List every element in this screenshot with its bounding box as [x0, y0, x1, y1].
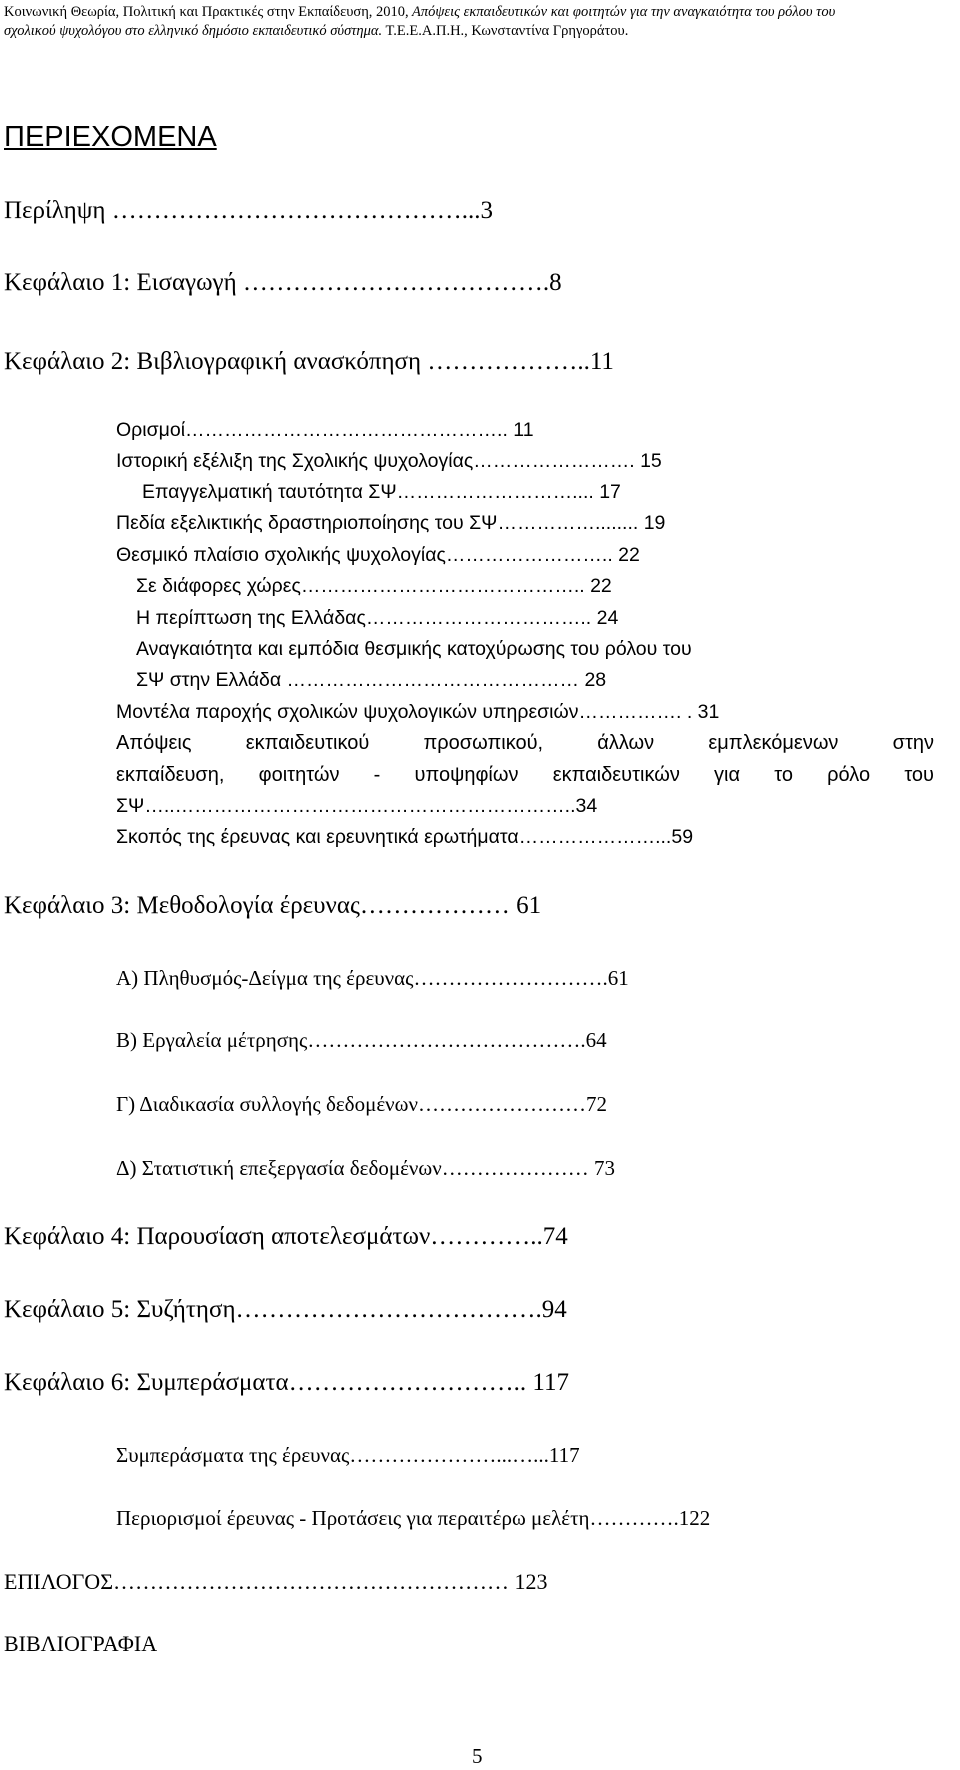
toc-entry-aim: Σκοπός της έρευνας και ερευνητικά ερωτήματα…………………...59	[116, 826, 694, 848]
toc-entry-models: Μοντέλα παροχής σχολικών ψυχολογικών υπηρεσιών……………. . 31	[116, 701, 720, 723]
page-number: 5	[472, 1744, 483, 1768]
running-header	[4, 3, 956, 41]
toc-entry-necessity-line-1: Αναγκαιότητα και εμπόδια θεσμικής κατοχύρωσης του ρόλου του	[136, 638, 692, 660]
toc-title: ΠΕΡΙΕΧΟΜΕΝΑ	[4, 121, 217, 153]
header-journal: Κοινωνική Θεωρία, Πολιτική και Πρακτικές στην Εκπαίδευση, 2010,	[4, 4, 409, 20]
toc-entry-identity: Επαγγελματική ταυτότητα ΣΨ……………………….... 17	[142, 481, 621, 503]
toc-entry-limitations: Περιορισμοί έρευνας - Προτάσεις για περαιτέρω μελέτη………….122	[116, 1506, 711, 1530]
header-line-2	[4, 22, 956, 41]
toc-entry-epilogue: ΕΠΙΛΟΓΟΣ……………………………………………… 123	[4, 1569, 548, 1594]
toc-entry-views-line-1: Απόψεις εκπαιδευτικού προσωπικού, άλλων εμπλεκόμενων στην	[116, 732, 934, 754]
toc-entry-views-line-2: εκπαίδευση, φοιτητών - υποψηφίων εκπαιδευτικών για το ρόλο του	[116, 764, 934, 786]
toc-entry-conclusions: Συμπεράσματα της έρευνας…………………...…...117	[116, 1443, 580, 1467]
toc-entry-chapter-2: Κεφάλαιο 2: Βιβλιογραφική ανασκόπηση ………………..11	[4, 348, 614, 375]
toc-entry-necessity-line-2: ΣΨ στην Ελλάδα ……………………………………… 28	[136, 669, 607, 691]
toc-entry-population: Α) Πληθυσμός-Δείγμα της έρευνας……………………….61	[116, 966, 629, 990]
header-title-part-1: Απόψεις εκπαιδευτικών και φοιτητών για την αναγκαιότητα του ρόλου του	[408, 4, 836, 20]
toc-entry-countries: Σε διάφορες χώρες…………………………………….. 22	[136, 575, 612, 597]
toc-entry-procedure: Γ) Διαδικασία συλλογής δεδομένων……………………72	[116, 1092, 607, 1116]
toc-entry-views-line-3: ΣΨ…..……………………………………………………..34	[116, 795, 598, 817]
toc-entry-summary: Περίληψη ……………………………………...3	[4, 197, 493, 224]
toc-entry-statistics: Δ) Στατιστική επεξεργασία δεδομένων………………… 73	[116, 1156, 615, 1180]
toc-entry-tools: Β) Εργαλεία μέτρησης………………………………….64	[116, 1028, 607, 1052]
toc-entry-history: Ιστορική εξέλιξη της Σχολικής ψυχολογίας……………………. 15	[116, 450, 662, 472]
toc-entry-definitions: Ορισμοί………………………………………….. 11	[116, 419, 534, 441]
toc-entry-chapter-1: Κεφάλαιο 1: Εισαγωγή ……………………………….8	[4, 269, 562, 296]
toc-entry-greece: Η περίπτωση της Ελλάδας…………………………….. 24	[136, 607, 619, 629]
toc-entry-chapter-3: Κεφάλαιο 3: Μεθοδολογία έρευνας……………… 61	[4, 892, 542, 919]
toc-entry-chapter-5: Κεφάλαιο 5: Συζήτηση……………………………….94	[4, 1296, 567, 1323]
toc-entry-framework: Θεσμικό πλαίσιο σχολικής ψυχολογίας…………………….. 22	[116, 544, 640, 566]
toc-entry-chapter-6: Κεφάλαιο 6: Συμπεράσματα……………………….. 117	[4, 1369, 569, 1396]
header-line-1	[4, 3, 956, 22]
header-title-part-2: σχολικού ψυχολόγου στο ελληνικό δημόσιο εκπαιδευτικό σύστημα.	[4, 23, 383, 39]
toc-entry-fields: Πεδία εξελικτικής δραστηριοποίησης του ΣΨ……………........ 19	[116, 512, 666, 534]
header-author: Τ.Ε.Ε.Α.Π.Η., Κωνσταντίνα Γρηγοράτου.	[382, 23, 629, 39]
toc-entry-bibliography: ΒΙΒΛΙΟΓΡΑΦΙΑ	[4, 1631, 158, 1656]
toc-entry-chapter-4: Κεφάλαιο 4: Παρουσίαση αποτελεσμάτων…………..74	[4, 1223, 568, 1250]
